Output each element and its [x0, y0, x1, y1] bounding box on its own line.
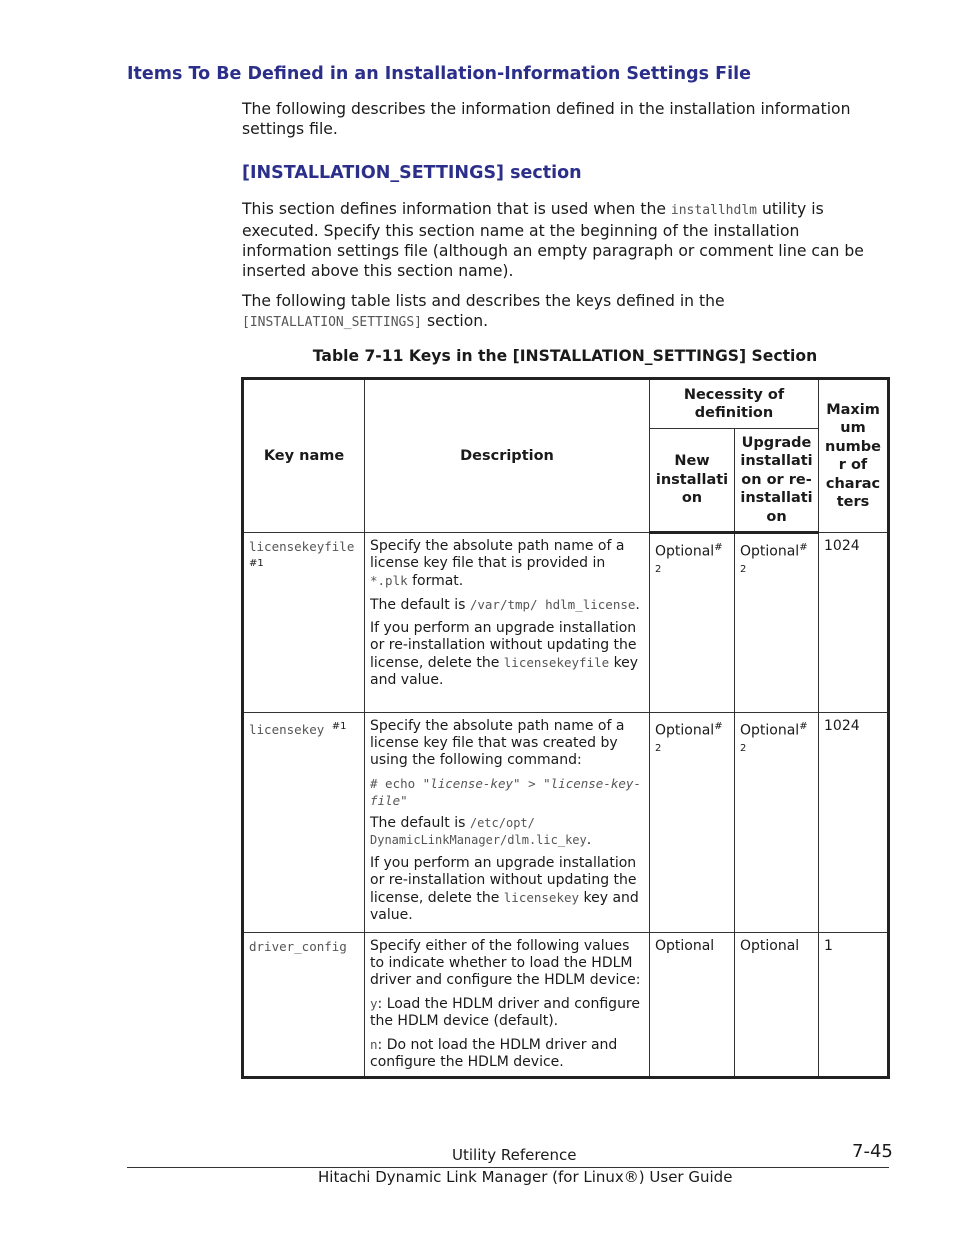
table-intro-paragraph	[242, 291, 892, 333]
table-caption: Table 7-11 Keys in the [INSTALLATION_SETTINGS] Section	[312, 347, 818, 365]
text: Specify either of the following values to indicate whether to load the HDLM driver and configure the HDLM device:	[370, 938, 641, 988]
footnote-ref: #1	[249, 558, 264, 569]
text: If you perform an upgrade installation or re-installation without updating the license, delete the	[370, 620, 637, 671]
text: This section defines information that is used when the	[242, 200, 671, 218]
desc-paragraph	[370, 995, 645, 1030]
necessity-value: Optional	[655, 722, 715, 739]
command-name: installhdlm	[670, 203, 757, 218]
text: Specify the absolute path name of a license key file that was created by using the following command:	[370, 718, 625, 768]
desc-paragraph	[370, 815, 645, 849]
necessity-value: Optional	[740, 543, 800, 560]
text: If you perform an upgrade installation or re-installation without updating the license, delete the	[370, 855, 637, 906]
text: .	[635, 597, 640, 613]
header-upgrade: Upgrade installati on or re-installati on	[735, 429, 819, 533]
text: The following table lists and describes the keys defined in the	[242, 292, 725, 310]
header-new-install: New installati on	[650, 429, 735, 533]
key-name: licensekey	[249, 722, 325, 738]
max-chars-cell: 1	[819, 933, 889, 1078]
text: : Do not load the HDLM driver and configure the HDLM device.	[370, 1037, 618, 1070]
text: "	[400, 793, 408, 808]
desc-paragraph	[370, 596, 645, 614]
subsection-heading: [INSTALLATION_SETTINGS] section	[242, 163, 582, 183]
placeholder: license-key-file	[370, 776, 641, 808]
description-cell	[365, 533, 650, 713]
header-description: Description	[365, 379, 650, 533]
necessity-value: Optional	[740, 722, 800, 739]
footnote-number: 2	[655, 742, 662, 754]
footnote-mark: #	[714, 721, 723, 732]
table-row	[243, 933, 889, 1078]
text: The default is	[370, 815, 470, 831]
key-cell	[243, 713, 365, 933]
text: The default is	[370, 597, 470, 613]
description-cell	[365, 713, 650, 933]
upgrade-cell	[735, 713, 819, 933]
text: # echo "	[370, 776, 431, 791]
code: *.plk	[370, 573, 408, 588]
code: /var/tmp/ hdlm_license	[469, 597, 636, 612]
desc-paragraph	[370, 938, 645, 989]
upgrade-cell	[735, 533, 819, 713]
key-cell	[243, 933, 365, 1078]
key-name: licensekeyfile	[249, 539, 355, 554]
new-install-cell	[650, 533, 735, 713]
code: y	[370, 996, 378, 1011]
header-max-chars: Maxim um numbe r of charac ters	[819, 379, 889, 533]
text: : Load the HDLM driver and configure the HDLM device (default).	[370, 996, 640, 1029]
text: " > "	[513, 776, 551, 791]
placeholder: license-key	[430, 776, 514, 791]
max-chars-cell: 1024	[819, 533, 889, 713]
header-necessity: Necessity of definition	[650, 379, 819, 429]
desc-paragraph	[370, 538, 645, 590]
code: n	[370, 1037, 378, 1052]
table-row	[243, 533, 889, 713]
footer-guide-title: Hitachi Dynamic Link Manager (for Linux®) User Guide	[318, 1168, 733, 1186]
max-chars-cell: 1024	[819, 713, 889, 933]
intro-paragraph: The following describes the information defined in the installation information settings file.	[242, 100, 851, 138]
code: /etc/opt/ DynamicLinkManager/dlm.lic_key	[370, 816, 587, 847]
footnote-number: 2	[740, 563, 747, 575]
section-heading: Items To Be Defined in an Installation-Information Settings File	[127, 64, 751, 84]
code: licensekeyfile	[503, 655, 610, 670]
necessity-value: Optional	[655, 543, 715, 560]
section-name-code: [INSTALLATION_SETTINGS]	[242, 315, 423, 330]
desc-paragraph	[370, 620, 645, 689]
new-install-cell	[650, 713, 735, 933]
footnote-mark: #	[799, 542, 808, 553]
footnote-mark: #	[714, 542, 723, 553]
footer-chapter-title: Utility Reference	[452, 1146, 577, 1164]
new-install-cell: Optional	[650, 933, 735, 1078]
footnote-number: 2	[655, 563, 662, 575]
text: key and value.	[370, 655, 639, 688]
description-cell	[365, 933, 650, 1078]
text: Specify the absolute path name of a license key file that is provided in	[370, 538, 625, 571]
code: licensekey	[503, 890, 580, 905]
desc-paragraph	[370, 718, 645, 769]
footnote-mark: #	[799, 721, 808, 732]
section-description-paragraph	[242, 199, 892, 281]
keys-table	[241, 377, 890, 1079]
command-example	[370, 775, 645, 809]
footnote-ref: #1	[331, 721, 347, 732]
text: key and value.	[370, 890, 639, 923]
footnote-number: 2	[740, 742, 747, 754]
key-name: driver_config	[249, 939, 347, 954]
key-cell	[243, 533, 365, 713]
header-key-name: Key name	[243, 379, 365, 533]
upgrade-cell: Optional	[735, 933, 819, 1078]
desc-paragraph	[370, 855, 645, 924]
table-row	[243, 713, 889, 933]
text: .	[586, 832, 592, 848]
text: format.	[407, 573, 464, 589]
desc-paragraph	[370, 1036, 645, 1071]
text: utility is executed. Specify this section name at the beginning of the installation information settings file (although an empty paragraph or comment line can be inserted above this section name).	[242, 200, 864, 280]
text: section.	[422, 312, 489, 330]
page-number: 7-45	[852, 1141, 893, 1162]
